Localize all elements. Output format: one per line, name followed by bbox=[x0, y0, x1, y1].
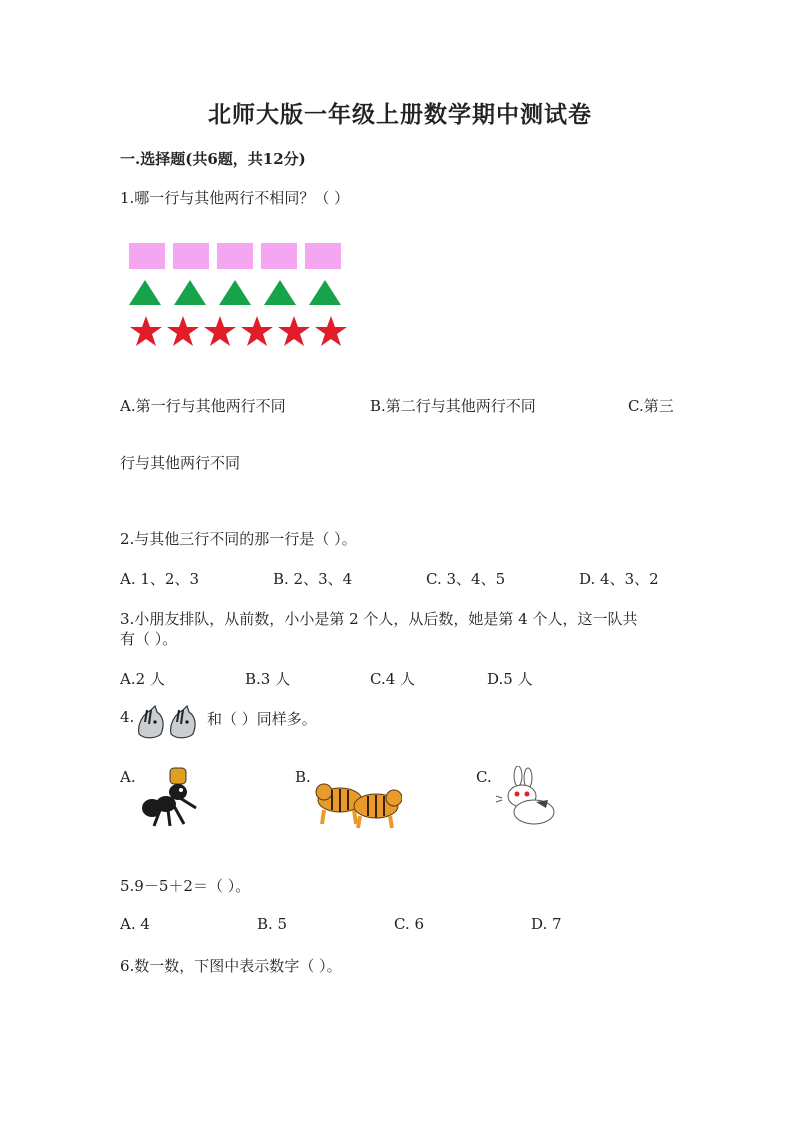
tiger-icon[interactable] bbox=[314, 770, 402, 830]
red-star-icon bbox=[241, 316, 273, 346]
question-3-line-1: 3.小朋友排队，从前数，小小是第 2 个人，从后数，她是第 4 个人，这一队共 bbox=[120, 610, 638, 628]
question-1: 1.哪一行与其他两行不相同？（ ） bbox=[120, 189, 350, 207]
q4-option-c[interactable]: C. bbox=[476, 768, 492, 786]
pink-rectangle bbox=[173, 243, 209, 269]
question-4: 和（ ）同样多。 bbox=[207, 710, 317, 728]
question-2: 2.与其他三行不同的那一行是（ ）。 bbox=[120, 530, 357, 548]
green-triangle-icon bbox=[129, 280, 161, 305]
green-triangle-icon bbox=[309, 280, 341, 305]
red-star-icon bbox=[204, 316, 236, 346]
question-3-line-2: 有（ ）。 bbox=[120, 630, 178, 648]
q1-row-stars bbox=[129, 315, 351, 349]
ant-icon[interactable] bbox=[140, 766, 212, 830]
red-star-icon bbox=[130, 316, 162, 346]
q5-option-d[interactable]: D. 7 bbox=[531, 915, 562, 933]
horse-head-1 bbox=[139, 706, 163, 738]
q1-option-c-continued: 行与其他两行不同 bbox=[120, 454, 241, 472]
horse-icon bbox=[135, 704, 205, 742]
q4-option-a[interactable]: A. bbox=[120, 768, 136, 786]
red-star-icon bbox=[278, 316, 310, 346]
q5-option-c[interactable]: C. 6 bbox=[394, 915, 425, 933]
q3-option-b[interactable]: B.3 人 bbox=[245, 670, 291, 688]
q1-option-b[interactable]: B.第二行与其他两行不同 bbox=[370, 397, 536, 415]
q2-option-b[interactable]: B. 2、3、4 bbox=[273, 570, 353, 588]
q3-option-a[interactable]: A.2 人 bbox=[120, 670, 165, 688]
q1-option-a[interactable]: A.第一行与其他两行不同 bbox=[120, 397, 286, 415]
green-triangle-icon bbox=[174, 280, 206, 305]
pink-rectangle bbox=[217, 243, 253, 269]
question-6: 6.数一数，下图中表示数字（ ）。 bbox=[120, 957, 342, 975]
horse-head-2 bbox=[171, 706, 195, 738]
q2-option-d[interactable]: D. 4、3、2 bbox=[579, 570, 659, 588]
q1-row-rectangles bbox=[129, 243, 351, 269]
rabbit-icon[interactable] bbox=[494, 766, 564, 828]
red-star-icon bbox=[167, 316, 199, 346]
pink-rectangle bbox=[305, 243, 341, 269]
page-title: 北师大版一年级上册数学期中测试卷 bbox=[208, 101, 592, 128]
q2-option-c[interactable]: C. 3、4、5 bbox=[426, 570, 506, 588]
question-4-number: 4. bbox=[120, 708, 135, 726]
q3-option-d[interactable]: D.5 人 bbox=[487, 670, 533, 688]
question-5: 5.9－5＋2＝（ ）。 bbox=[120, 877, 251, 895]
green-triangle-icon bbox=[264, 280, 296, 305]
q5-option-b[interactable]: B. 5 bbox=[257, 915, 288, 933]
q3-option-c[interactable]: C.4 人 bbox=[370, 670, 416, 688]
red-stars bbox=[129, 315, 351, 349]
q5-option-a[interactable]: A. 4 bbox=[120, 915, 150, 933]
q2-option-a[interactable]: A. 1、2、3 bbox=[120, 570, 199, 588]
q1-row-triangles bbox=[129, 278, 351, 306]
section-heading: 一.选择题(共6题，共12分) bbox=[120, 150, 306, 168]
green-triangles bbox=[129, 278, 349, 306]
q1-figure bbox=[129, 243, 351, 349]
pink-rectangle bbox=[129, 243, 165, 269]
red-star-icon bbox=[315, 316, 347, 346]
q1-option-c[interactable]: C.第三 bbox=[628, 397, 674, 415]
pink-rectangle bbox=[261, 243, 297, 269]
green-triangle-icon bbox=[219, 280, 251, 305]
q4-option-b[interactable]: B. bbox=[295, 768, 311, 786]
